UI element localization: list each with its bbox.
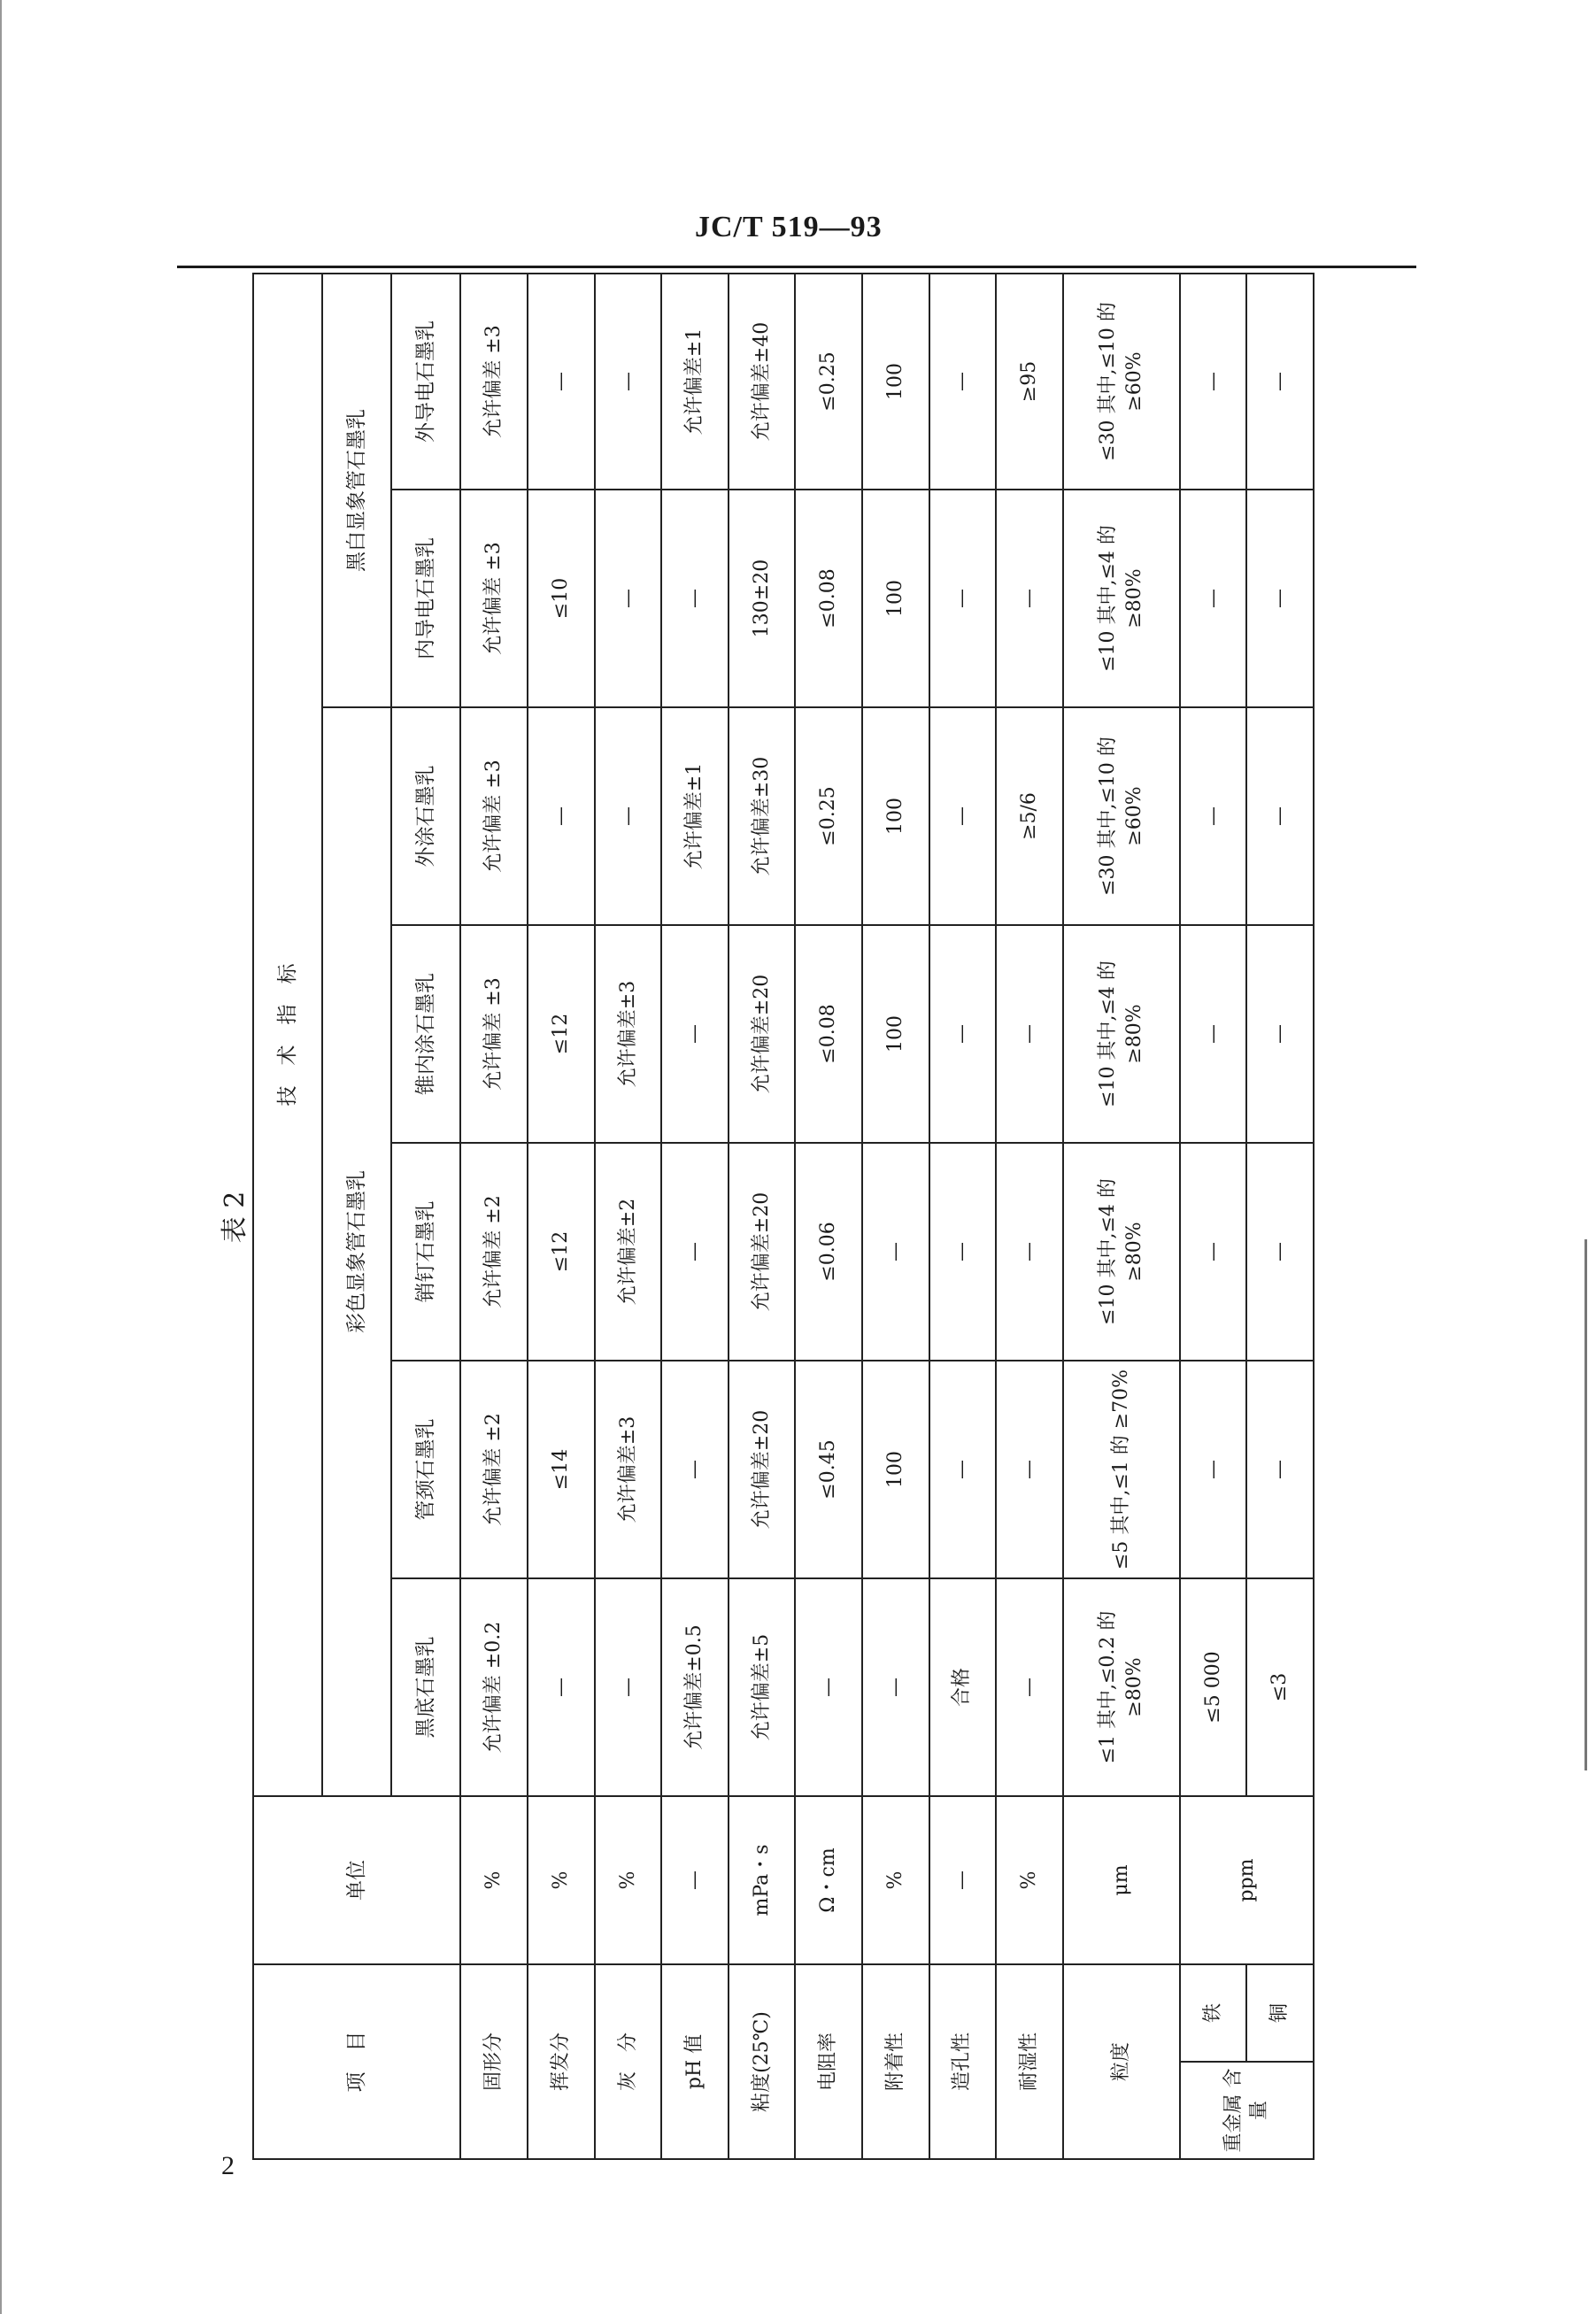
unit-header: 单位 <box>253 1796 460 1964</box>
value-cell: — <box>528 274 595 490</box>
value-cell: — <box>996 1361 1063 1578</box>
item-header: 项 目 <box>253 1964 460 2159</box>
value-cell: — <box>929 1143 997 1361</box>
value-cell: — <box>929 274 997 490</box>
value-cell: — <box>1180 925 1247 1143</box>
value-cell: 允许偏差±40 <box>729 274 796 490</box>
value-cell: — <box>661 1143 729 1361</box>
header-row-1 <box>253 274 322 2159</box>
value-cell: — <box>1246 925 1314 1143</box>
value-cell: — <box>661 925 729 1143</box>
value-cell: ≤10 其中,≤4 的 ≥80% <box>1063 925 1180 1143</box>
value-cell: — <box>528 1578 595 1796</box>
value-cell: ≤0.06 <box>795 1143 862 1361</box>
value-cell: — <box>1246 1361 1314 1578</box>
value-cell: ≤3 <box>1246 1578 1314 1796</box>
row-item-label: 固形分 <box>460 1964 528 2159</box>
value-cell: 100 <box>862 490 929 707</box>
table-row <box>862 274 929 2159</box>
table-row <box>996 274 1063 2159</box>
value-cell: — <box>929 925 997 1143</box>
value-cell: 合格 <box>929 1578 997 1796</box>
row-item-label: 粘度(25℃) <box>729 1964 796 2159</box>
value-cell: — <box>996 1578 1063 1796</box>
value-cell: ≤1 其中,≤0.2 的 ≥80% <box>1063 1578 1180 1796</box>
value-cell: 允许偏差±3 <box>595 1361 662 1578</box>
value-cell: 允许偏差 ±3 <box>460 274 528 490</box>
scan-edge-line <box>1584 1239 1587 1770</box>
value-cell: ≤0.25 <box>795 274 862 490</box>
value-cell: 允许偏差±3 <box>595 925 662 1143</box>
rotated-table-container <box>212 274 1319 2160</box>
value-cell: ≥5/6 <box>996 707 1063 925</box>
value-cell: — <box>1180 707 1247 925</box>
value-cell: — <box>1246 707 1314 925</box>
table-row <box>661 274 729 2159</box>
table-row <box>1180 274 1247 2159</box>
table-row <box>460 274 528 2159</box>
row-unit: % <box>460 1796 528 1964</box>
column-header: 外涂石墨乳 <box>391 707 460 925</box>
value-cell: ≤12 <box>528 1143 595 1361</box>
value-cell: — <box>528 707 595 925</box>
value-cell: ≤0.45 <box>795 1361 862 1578</box>
value-cell: — <box>862 1578 929 1796</box>
page-number: 2 <box>221 2151 235 2180</box>
value-cell: 100 <box>862 1361 929 1578</box>
value-cell: ≤5 其中,≤1 的 ≥70% <box>1063 1361 1180 1578</box>
value-cell: — <box>996 490 1063 707</box>
color-group-header: 彩色显象管石墨乳 <box>322 707 391 1796</box>
row-unit: % <box>996 1796 1063 1964</box>
table-row <box>729 274 796 2159</box>
value-cell: — <box>996 925 1063 1143</box>
metal-name: 铜 <box>1246 1964 1314 2062</box>
value-cell: — <box>929 707 997 925</box>
value-cell: — <box>595 490 662 707</box>
row-unit: Ω・cm <box>795 1796 862 1964</box>
row-unit: ppm <box>1180 1796 1314 1964</box>
value-cell: — <box>595 1578 662 1796</box>
row-unit: — <box>929 1796 997 1964</box>
row-unit: % <box>595 1796 662 1964</box>
row-unit: — <box>661 1796 729 1964</box>
value-cell: — <box>1246 1143 1314 1361</box>
value-cell: 允许偏差 ±3 <box>460 707 528 925</box>
column-header: 外导电石墨乳 <box>391 274 460 490</box>
page-header <box>177 211 1416 268</box>
table-row <box>1063 274 1180 2159</box>
value-cell: ≥95 <box>996 274 1063 490</box>
value-cell: 允许偏差±1 <box>661 274 729 490</box>
value-cell: 允许偏差±2 <box>595 1143 662 1361</box>
value-cell: 允许偏差 ±0.2 <box>460 1578 528 1796</box>
value-cell: — <box>661 490 729 707</box>
column-header: 黑底石墨乳 <box>391 1578 460 1796</box>
table-row <box>528 274 595 2159</box>
value-cell: — <box>1180 1361 1247 1578</box>
heavy-metal-label: 重金属 含 量 <box>1180 2062 1314 2159</box>
value-cell: 允许偏差 ±2 <box>460 1143 528 1361</box>
row-item-label: 挥发分 <box>528 1964 595 2159</box>
bw-group-header: 黑白显象管石墨乳 <box>322 274 391 707</box>
value-cell: 允许偏差±20 <box>729 1361 796 1578</box>
value-cell: ≤10 其中,≤4 的 ≥80% <box>1063 1143 1180 1361</box>
table-row <box>929 274 997 2159</box>
value-cell: 允许偏差±1 <box>661 707 729 925</box>
row-item-label: 粒度 <box>1063 1964 1180 2159</box>
column-header: 锥内涂石墨乳 <box>391 925 460 1143</box>
value-cell: ≤5 000 <box>1180 1578 1247 1796</box>
row-unit: μm <box>1063 1796 1180 1964</box>
value-cell: — <box>595 274 662 490</box>
scan-edge-line <box>0 0 2 2314</box>
value-cell: 100 <box>862 925 929 1143</box>
metal-name: 铁 <box>1180 1964 1247 2062</box>
value-cell: — <box>795 1578 862 1796</box>
tech-header: 技 术 指 标 <box>253 274 322 1796</box>
value-cell: 允许偏差 ±2 <box>460 1361 528 1578</box>
value-cell: — <box>929 490 997 707</box>
value-cell: — <box>1180 490 1247 707</box>
value-cell: — <box>929 1361 997 1578</box>
row-unit: % <box>862 1796 929 1964</box>
column-header: 销钉石墨乳 <box>391 1143 460 1361</box>
row-item-label: 耐湿性 <box>996 1964 1063 2159</box>
column-header: 内导电石墨乳 <box>391 490 460 707</box>
value-cell: 允许偏差±30 <box>729 707 796 925</box>
row-unit: mPa・s <box>729 1796 796 1964</box>
row-item-label: pH 值 <box>661 1964 729 2159</box>
value-cell: ≤0.25 <box>795 707 862 925</box>
value-cell: ≤0.08 <box>795 925 862 1143</box>
table-row <box>595 274 662 2159</box>
row-item-label: 灰 分 <box>595 1964 662 2159</box>
value-cell: ≤10 <box>528 490 595 707</box>
value-cell: 允许偏差±20 <box>729 1143 796 1361</box>
value-cell: ≤30 其中,≤10 的 ≥60% <box>1063 707 1180 925</box>
value-cell: ≤30 其中,≤10 的 ≥60% <box>1063 274 1180 490</box>
value-cell: 允许偏差±5 <box>729 1578 796 1796</box>
row-item-label: 造孔性 <box>929 1964 997 2159</box>
value-cell: 100 <box>862 707 929 925</box>
row-item-label: 附着性 <box>862 1964 929 2159</box>
spec-table <box>252 273 1315 2160</box>
value-cell: 允许偏差 ±3 <box>460 490 528 707</box>
value-cell: — <box>1180 274 1247 490</box>
value-cell: 允许偏差±0.5 <box>661 1578 729 1796</box>
row-item-label: 电阻率 <box>795 1964 862 2159</box>
value-cell: — <box>1246 274 1314 490</box>
column-header: 管颈石墨乳 <box>391 1361 460 1578</box>
value-cell: 100 <box>862 274 929 490</box>
value-cell: 允许偏差 ±3 <box>460 925 528 1143</box>
value-cell: — <box>996 1143 1063 1361</box>
value-cell: ≤14 <box>528 1361 595 1578</box>
value-cell: ≤0.08 <box>795 490 862 707</box>
value-cell: — <box>661 1361 729 1578</box>
value-cell: — <box>595 707 662 925</box>
table-caption: 表 2 <box>220 1191 251 1244</box>
value-cell: — <box>1246 490 1314 707</box>
value-cell: ≤12 <box>528 925 595 1143</box>
value-cell: 130±20 <box>729 490 796 707</box>
row-unit: % <box>528 1796 595 1964</box>
value-cell: — <box>862 1143 929 1361</box>
value-cell: 允许偏差±20 <box>729 925 796 1143</box>
document-code: JC/T 519—93 <box>695 211 883 243</box>
value-cell: — <box>1180 1143 1247 1361</box>
value-cell: ≤10 其中,≤4 的 ≥80% <box>1063 490 1180 707</box>
table-row <box>795 274 862 2159</box>
